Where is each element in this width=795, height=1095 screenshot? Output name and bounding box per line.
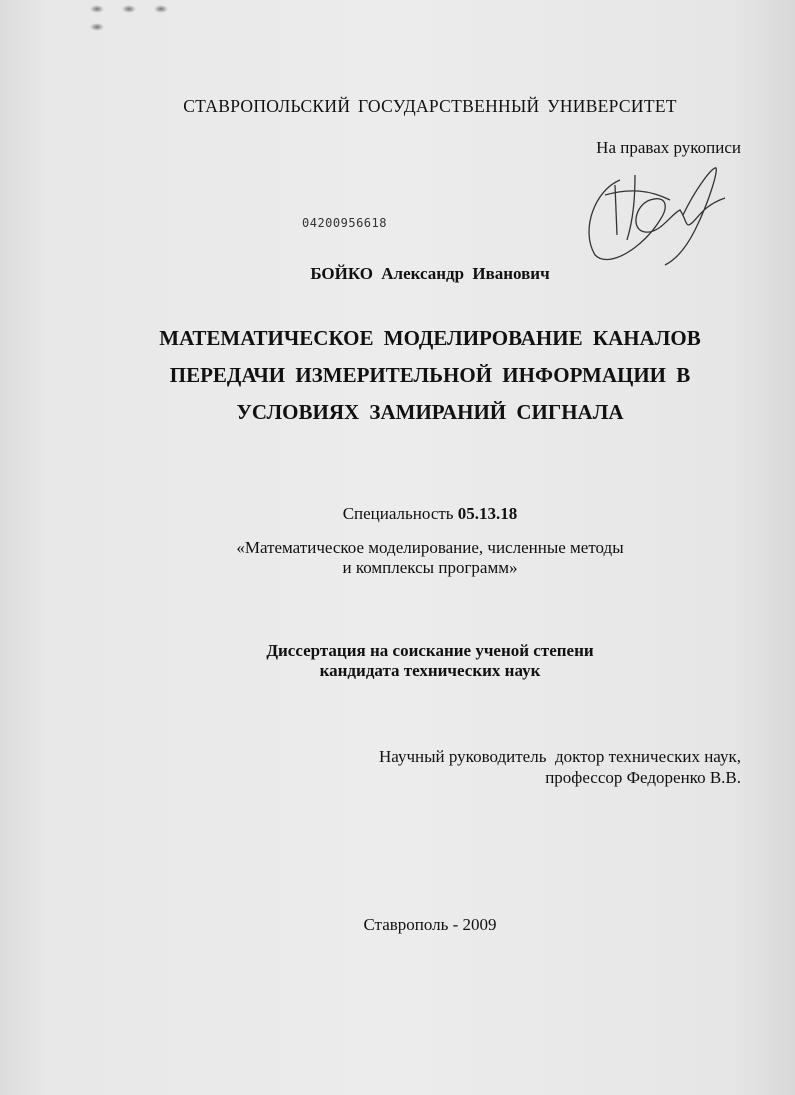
rights-note: На правах рукописи — [596, 138, 741, 157]
author-name: БОЙКО Александр Иванович — [310, 264, 550, 283]
dissertation-title-line-3: УСЛОВИЯХ ЗАМИРАНИЙ СИГНАЛА — [236, 400, 624, 424]
dissertation-title-line-2: ПЕРЕДАЧИ ИЗМЕРИТЕЛЬНОЙ ИНФОРМАЦИИ В — [169, 363, 691, 387]
specialty — [0, 504, 795, 524]
supervisor-line-1: Научный руководитель доктор технических наук, — [379, 747, 741, 766]
city-year: Ставрополь - 2009 — [363, 915, 497, 934]
specialty-label: Специальность — [342, 504, 454, 523]
catalog-number: 04200956618 — [302, 216, 387, 230]
specialty-code: 05.13.18 — [457, 504, 518, 523]
scan-binding-marks — [90, 0, 210, 10]
university-name: СТАВРОПОЛЬСКИЙ ГОСУДАРСТВЕННЫЙ УНИВЕРСИТЕТ — [183, 96, 677, 116]
author-signature — [575, 160, 745, 270]
degree-line-2: кандидата технических наук — [319, 661, 541, 680]
specialty-name-line-2: и комплексы программ» — [342, 558, 518, 577]
dissertation-title-line-1: МАТЕМАТИЧЕСКОЕ МОДЕЛИРОВАНИЕ КАНАЛОВ — [159, 326, 701, 350]
supervisor-line-2: профессор Федоренко В.В. — [545, 768, 741, 787]
degree-line-1: Диссертация на соискание ученой степени — [266, 641, 594, 660]
specialty-name-line-1: «Математическое моделирование, численные методы — [236, 538, 624, 557]
